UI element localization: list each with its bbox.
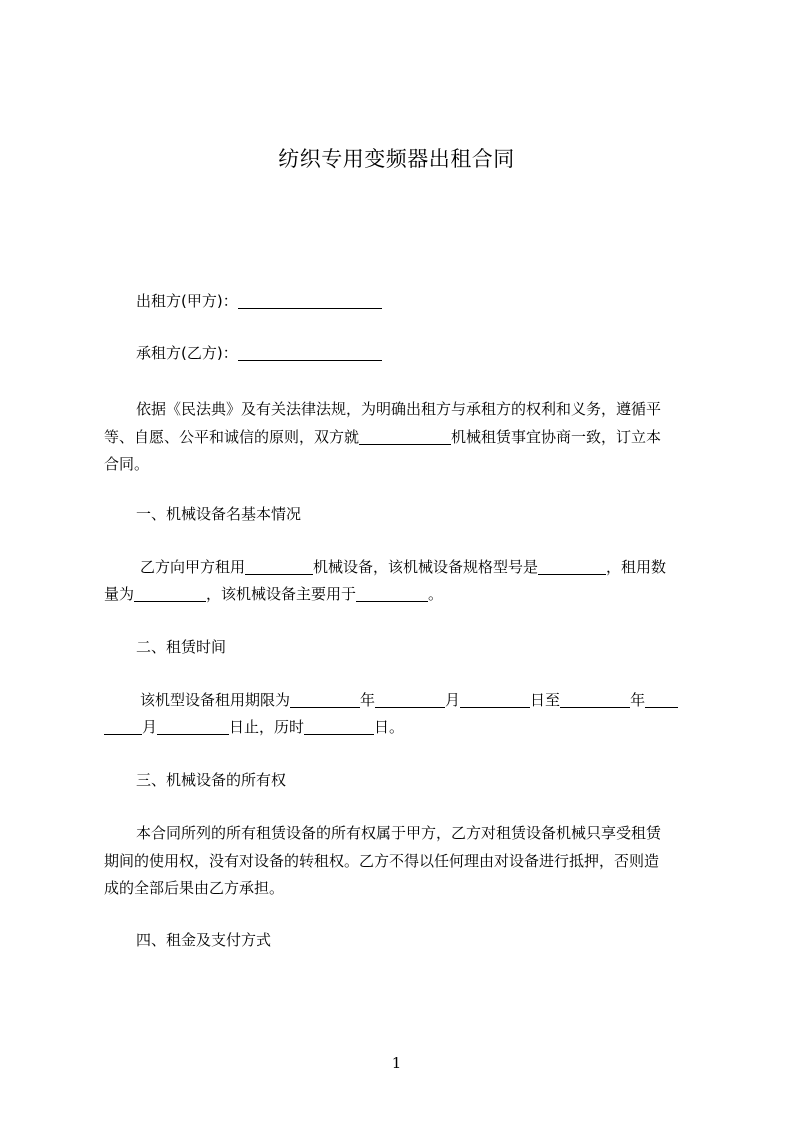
s1-text-b: 机械设备，该机械设备规格型号是: [313, 558, 539, 576]
section-1-line-1: [140, 553, 740, 582]
quantity-blank[interactable]: [134, 585, 206, 602]
start-day-blank[interactable]: [460, 691, 530, 708]
end-year-blank[interactable]: [560, 691, 630, 708]
section-2-heading: 二、租赁时间: [136, 638, 227, 656]
lessor-line: [136, 287, 736, 316]
s2-day-to: 日至: [530, 691, 561, 709]
preamble-text-b: 机械租赁事宜协商一致，订立本: [451, 428, 662, 446]
s2-text-end: 日止，历时: [229, 718, 305, 736]
preamble-line-3: 合同。: [104, 455, 150, 473]
document-title: 纺织专用变频器出租合同: [278, 147, 515, 171]
section-4-heading: 四、租金及支付方式: [136, 931, 272, 949]
s1-text-f: 。: [428, 585, 444, 603]
section-3-heading: 三、机械设备的所有权: [136, 771, 287, 789]
end-month-blank-part-1[interactable]: [645, 691, 678, 708]
duration-blank[interactable]: [304, 718, 374, 735]
lessee-label: 承租方(乙方)：: [136, 344, 238, 362]
equipment-name-blank[interactable]: [245, 558, 313, 575]
s2-day: 日。: [374, 718, 405, 736]
preamble-text-a: 等、自愿、公平和诚信的原则，双方就: [104, 428, 360, 446]
s2-month-2: 月: [142, 718, 158, 736]
section-2-line-2: [104, 713, 704, 742]
end-month-blank-part-2[interactable]: [104, 718, 142, 735]
s1-text-c: ，租用数: [606, 558, 667, 576]
s1-text-d: 量为: [104, 585, 135, 603]
s2-year-2: 年: [630, 691, 646, 709]
usage-blank[interactable]: [356, 585, 428, 602]
section-3-line-1: 本合同所列的所有租赁设备的所有权属于甲方，乙方对租赁设备机械只享受租赁: [136, 824, 662, 842]
preamble-blank[interactable]: [359, 428, 451, 445]
s2-text-a: 该机型设备租用期限为: [140, 691, 291, 709]
s2-year-1: 年: [360, 691, 376, 709]
start-month-blank[interactable]: [375, 691, 445, 708]
section-1-heading: 一、机械设备名基本情况: [136, 505, 302, 523]
model-blank[interactable]: [538, 558, 606, 575]
section-1-line-2: [104, 580, 704, 609]
s1-text-e: ，该机械设备主要用于: [206, 585, 357, 603]
lessor-label: 出租方(甲方)：: [136, 292, 238, 310]
s1-text-a: 乙方向甲方租用: [140, 558, 246, 576]
section-2-line-1: [140, 686, 740, 715]
preamble-line-2: [104, 423, 704, 452]
end-day-blank[interactable]: [157, 718, 229, 735]
lessee-line: [136, 339, 736, 368]
page-number: 1: [391, 1054, 402, 1072]
section-3-line-3: 成的全部后果由乙方承担。: [104, 879, 285, 897]
start-year-blank[interactable]: [290, 691, 360, 708]
section-3-line-2: 期间的使用权，没有对设备的转租权。乙方不得以任何理由对设备进行抵押，否则造: [104, 852, 660, 870]
lessor-blank[interactable]: [238, 292, 382, 309]
preamble-line-1: 依据《民法典》及有关法律法规，为明确出租方与承租方的权利和义务，遵循平: [136, 400, 662, 418]
lessee-blank[interactable]: [238, 344, 382, 361]
s2-month-1: 月: [445, 691, 461, 709]
